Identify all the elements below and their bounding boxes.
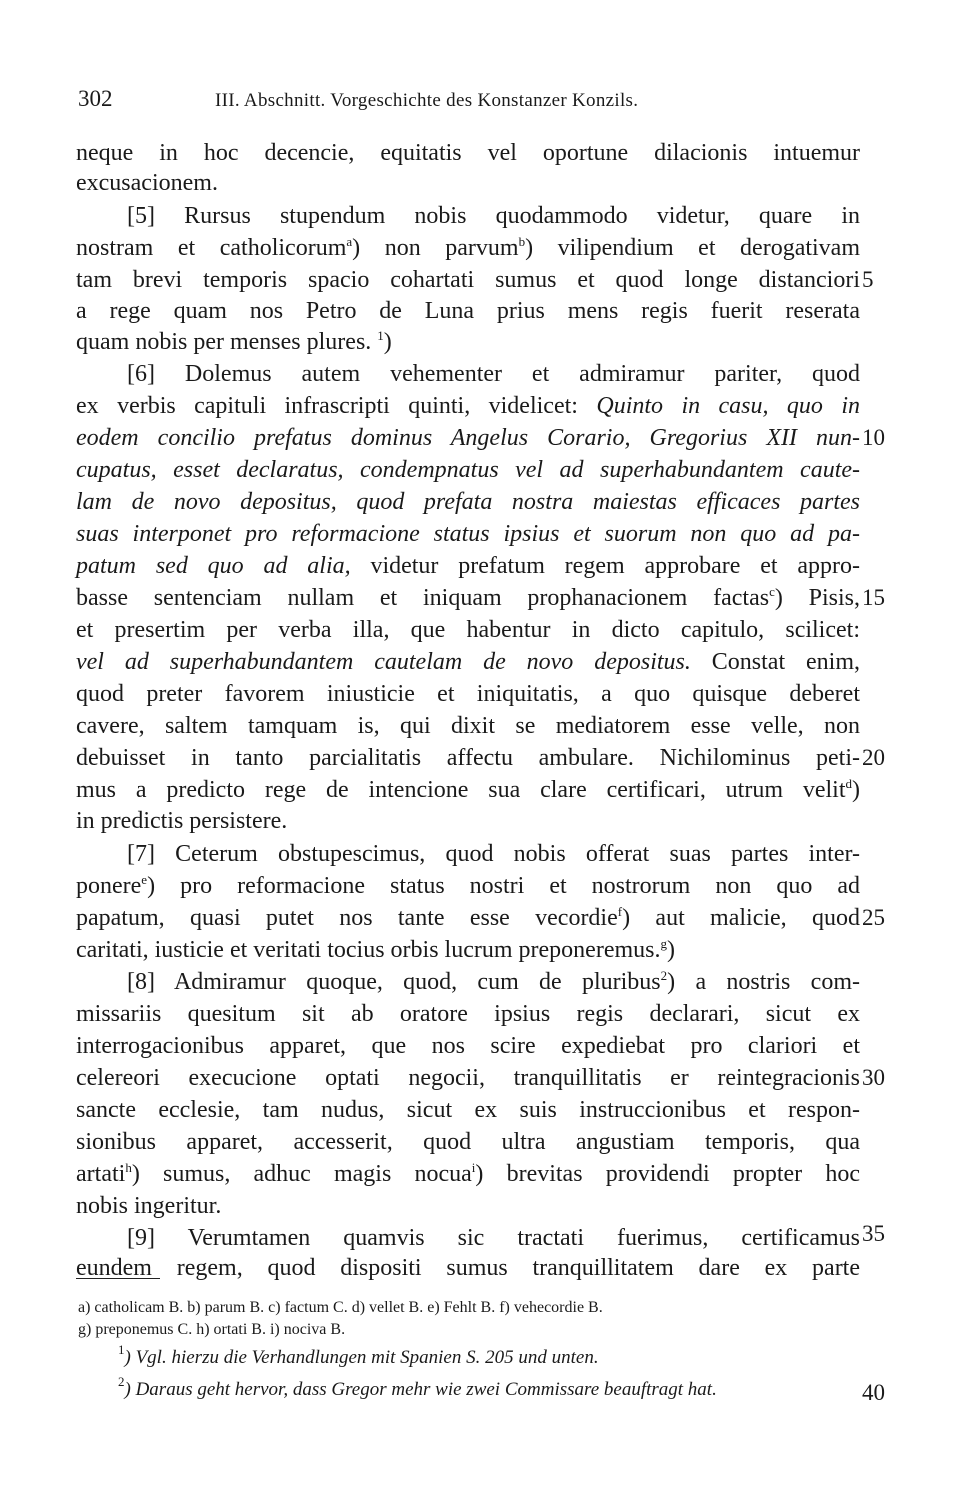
text-line: celereori execucione optati negocii, tranquillitatis er reintegracionis [76,1065,860,1091]
footnote-rule [76,1278,160,1279]
line-number: 15 [862,585,885,610]
line-number: 35 [862,1221,885,1246]
paragraph-9-start: [9] Verumtamen quamvis sic tractati fuerimus, certificamus [127,1225,860,1251]
text-line: debuisset in tanto parcialitatis affectu ambulare. Nichilominus peti- [76,745,860,771]
line-number: 40 [862,1380,885,1405]
text-line: lam de novo depositus, quod prefata nostra maiestas efficaces partes [76,489,860,515]
text-line: eodem concilio prefatus dominus Angelus Corario, Gregorius XII nun- [76,425,860,451]
line-number: 25 [862,905,885,930]
critical-apparatus-line: a) catholicam B. b) parum B. c) factum C. d) vellet B. e) Fehlt B. f) vehecordie B. [78,1299,603,1316]
text-line: quod preter favorem iniusticie et iniquitatis, a quo quisque deberet [76,681,860,707]
text-line: basse sentenciam nullam et iniquam prophanacionem factas$^c$) Pisis, [76,584,860,611]
text-line: a rege quam nos Petro de Luna prius mens regis fuerit reserata [76,298,860,324]
footnote-2: $^2$) Daraus geht hervor, dass Gregor mehr wie zwei Commissare beauftragt hat. [118,1374,717,1400]
text-line: sancte ecclesie, tam nudus, sicut ex suis instruccionibus et respon- [76,1097,860,1123]
paragraph-7-start: [7] Ceterum obstupescimus, quod nobis offerat suas partes inter- [127,841,860,867]
text-line: suas interponet pro reformacione status ipsius et suorum non quo ad pa- [76,521,860,547]
text-line: sionibus apparet, accesserit, quod ultra angustiam temporis, qua [76,1129,860,1155]
page-number: 302 [78,86,113,111]
text-line: ponere$^e$) pro reformacione status nostri et nostrorum non quo ad [76,872,860,899]
text-line: eundem regem, quod dispositi sumus tranquillitatem dare ex parte [76,1255,860,1281]
text-line: neque in hoc decencie, equitatis vel oportune dilacionis intuemur [76,140,860,166]
footnote-1: $^1$) Vgl. hierzu die Verhandlungen mit Spanien S. 205 und unten. [118,1342,599,1368]
text-line: vel ad superhabundantem cautelam de novo depositus. Constat enim, [76,649,861,675]
line-number: 5 [862,267,874,292]
text-line: et presertim per verba illa, que habentur in dicto capitulo, scilicet: [76,617,860,643]
critical-apparatus-line: g) preponemus C. h) ortati B. i) nociva B. [78,1321,346,1338]
text-line: cupatus, esset declaratus, condempnatus vel ad superhabundantem caute- [76,457,860,483]
text-line: mus a predicto rege de intencione sua clare certificari, utrum velit$^d$) [76,776,860,803]
line-number: 30 [862,1065,885,1090]
line-number: 10 [862,425,885,450]
text-line: ex verbis capituli infrascripti quinti, videlicet: Quinto in casu, quo in [76,393,861,419]
text-line: patum sed quo ad alia, videtur prefatum regem approbare et appro- [76,553,861,579]
paragraph-5-start: [5] Rursus stupendum nobis quodammodo videtur, quare in [127,203,860,229]
text-line: nobis ingeritur. [76,1193,222,1219]
running-title: III. Abschnitt. Vorgeschichte des Konstanzer Konzils. [215,90,639,111]
line-number: 20 [862,745,885,770]
paragraph-8-start: [8] Admiramur quoque, quod, cum de pluribus$^2$) a nostris com- [127,968,860,995]
text-line: interrogacionibus apparet, que nos scire expediebat pro clariori et [76,1033,860,1059]
page-header [78,86,878,116]
text-line: tam brevi temporis spacio cohartati sumus et quod longe distanciori [76,267,860,293]
text-line: quam nobis per menses plures. $^1$) [76,328,392,355]
text-line: nostram et catholicorum$^a$) non parvum$^b$) vilipendium et derogativam [76,234,860,261]
text-line: caritati, iusticie et veritati tocius orbis lucrum preponeremus.$^g$) [76,936,675,963]
text-line: in predictis persistere. [76,808,288,834]
paragraph-6-start: [6] Dolemus autem vehementer et admiramur pariter, quod [127,361,860,387]
text-line: cavere, saltem tamquam is, qui dixit se mediatorem esse velle, non [76,713,860,739]
text-line: papatum, quasi putet nos tante esse vecordie$^f$) aut malicie, quod [76,904,860,931]
text-line: artati$^h$) sumus, adhuc magis nocua$^i$) brevitas providendi propter hoc [76,1160,860,1187]
text-line: excusacionem. [76,170,218,196]
text-line: missariis quesitum sit ab oratore ipsius regis declarari, sicut ex [76,1001,860,1027]
